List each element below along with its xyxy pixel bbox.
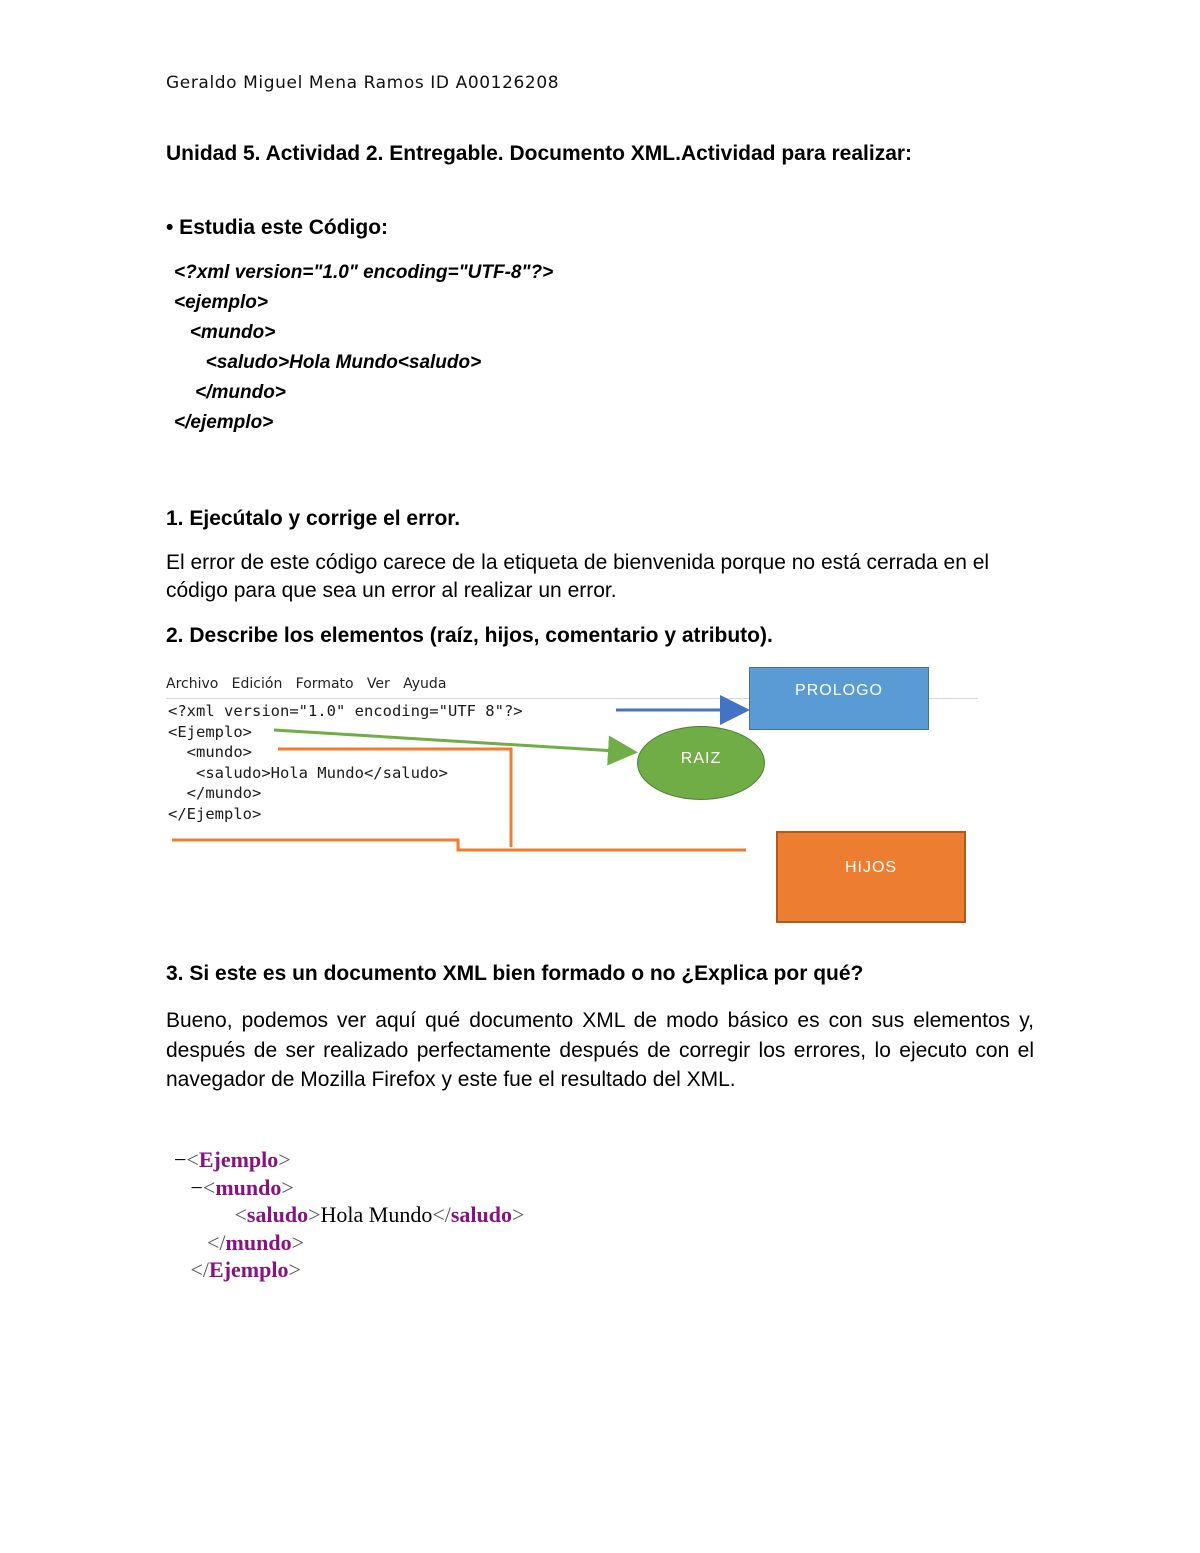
tag-name: mundo — [215, 1174, 282, 1200]
result-line: −<Ejemplo> — [174, 1147, 291, 1172]
raiz-ellipse: RAIZ — [637, 726, 765, 800]
tag-name: saludo — [246, 1202, 309, 1227]
tag-name: mundo — [225, 1229, 292, 1255]
code-line: <saludo>Hola Mundo</saludo> — [168, 763, 448, 782]
question-1-answer: El error de este código carece de la etiqueta de bienvenida porque no está cerrada en el código para que sea un error al realizar un error. — [166, 551, 990, 602]
result-line: −<mundo> — [190, 1174, 294, 1200]
collapse-toggle[interactable]: − — [174, 1147, 187, 1172]
firefox-xml-result — [174, 1146, 524, 1284]
hijos-box: HIJOS — [776, 831, 966, 923]
code-line: <?xml version="1.0" encoding="UTF 8"?> — [168, 702, 523, 720]
code-line: </Ejemplo> — [168, 804, 262, 823]
code-line: <saludo>Hola Mundo<saludo> — [174, 352, 482, 373]
study-code-bullet: • Estudia este Código: — [166, 216, 389, 239]
question-1-heading: 1. Ejecútalo y corrige el error. — [166, 507, 461, 530]
code-line: </mundo> — [174, 382, 286, 403]
tag-name: saludo — [450, 1202, 513, 1227]
xml-code-block — [174, 258, 553, 438]
code-line: <Ejemplo> — [168, 722, 252, 741]
code-line: <ejemplo> — [174, 292, 268, 313]
result-line: <saludo>Hola Mundo</saludo> — [234, 1202, 525, 1227]
code-line: </mundo> — [168, 784, 262, 802]
notepad-screenshot-diagram — [166, 664, 978, 930]
tag-name: Ejemplo — [198, 1147, 279, 1172]
prologo-box: PROLOGO — [749, 667, 929, 730]
hijos-bracket-top — [278, 749, 511, 847]
code-line: <mundo> — [168, 743, 252, 761]
hijos-connector — [172, 840, 746, 850]
question-2-heading: 2. Describe los elementos (raíz, hijos, comentario y atributo). — [166, 624, 773, 647]
result-line: </Ejemplo> — [190, 1257, 301, 1282]
question-3-heading: 3. Si este es un documento XML bien formado o no ¿Explica por qué? — [166, 962, 864, 985]
code-line: <mundo> — [174, 322, 276, 343]
tag-name: Ejemplo — [209, 1257, 289, 1282]
result-line: </mundo> — [207, 1229, 304, 1255]
code-line: <?xml version="1.0" encoding="UTF-8"?> — [174, 262, 554, 283]
notepad-menu-bar: Archivo Edición Formato Ver Ayuda — [166, 676, 447, 692]
collapse-toggle[interactable]: − — [190, 1174, 203, 1200]
question-3-answer: Bueno, podemos ver aquí qué documento XML de modo básico es con sus elementos y, después de ser realizado perfectamente después de corregir los errores, lo ejecuto con el navegador de Mozilla Firefox y este fue el resultado del XML. — [166, 1009, 1034, 1091]
code-line: </ejemplo> — [174, 412, 274, 433]
document-title: Unidad 5. Actividad 2. Entregable. Documento XML.Actividad para realizar: — [166, 142, 913, 165]
text-content: Hola Mundo — [320, 1202, 433, 1227]
author-header: Geraldo Miguel Mena Ramos ID A00126208 — [166, 73, 560, 93]
